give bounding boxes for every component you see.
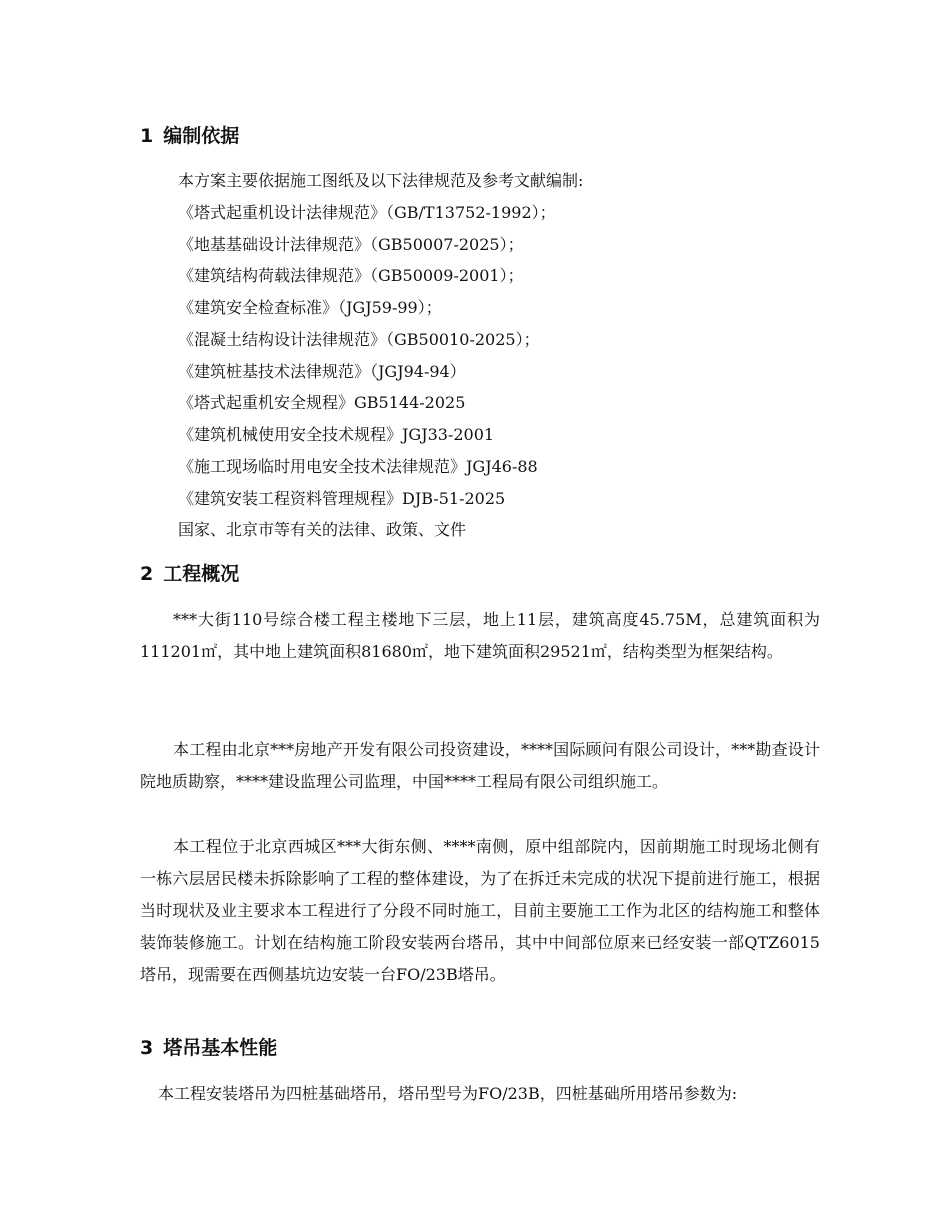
- section-heading-1: [140, 124, 239, 148]
- body-paragraph: 本工程位于北京西城区***大街东侧、****南侧，原中组部院内，因前期施工时现场北侧有一栋六层居民楼未拆除影响了工程的整体建设，为了在拆迁未完成的状况下提前进行施工，根据当时现状及业主要求本工程进行了分段不同时施工，目前主要施工工作为北区的结构施工和整体装饰装修施工。计划在结构施工阶段安装两台塔吊，其中中间部位原来已经安装一部QTZ6015塔吊，现需要在西侧基坑边安装一台FO/23B塔吊。: [140, 837, 820, 984]
- reference-item: 《建筑机械使用安全技术规程》JGJ33-2001: [178, 425, 495, 444]
- reference-item: 《施工现场临时用电安全技术法律规范》JGJ46-88: [178, 457, 538, 476]
- reference-item: 《建筑结构荷载法律规范》（GB50009-2001）；: [178, 266, 524, 285]
- body-paragraph: ***大街110号综合楼工程主楼地下三层，地上11层，建筑高度45.75M，总建筑面积为111201㎡，其中地上建筑面积81680㎡，地下建筑面积29521㎡，结构类型为框架结构。: [140, 610, 820, 661]
- section-title: 塔吊基本性能: [163, 1037, 278, 1059]
- section-title: 编制依据: [163, 125, 240, 147]
- reference-item: 《建筑安全检查标准》（JGJ59-99）；: [178, 298, 442, 317]
- reference-item: 国家、北京市等有关的法律、政策、文件: [178, 520, 467, 539]
- section-number: 2: [140, 563, 154, 585]
- reference-item: 《混凝土结构设计法律规范》（GB50010-2025）；: [178, 330, 540, 349]
- reference-item: 《地基基础设计法律规范》（GB50007-2025）；: [178, 235, 524, 254]
- section-intro: 本方案主要依据施工图纸及以下法律规范及参考文献编制:: [178, 171, 584, 190]
- reference-item: 《建筑安装工程资料管理规程》DJB-51-2025: [178, 489, 506, 508]
- section-number: 1: [140, 125, 154, 147]
- reference-item: 《建筑桩基技术法律规范》（JGJ94-94）: [178, 362, 466, 381]
- section-title: 工程概况: [163, 563, 240, 585]
- section-heading-3: [140, 1036, 277, 1060]
- section-heading-2: [140, 562, 239, 586]
- body-paragraph: 本工程安装塔吊为四桩基础塔吊，塔吊型号为FO/23B，四桩基础所用塔吊参数为:: [158, 1084, 738, 1103]
- body-paragraph: 本工程由北京***房地产开发有限公司投资建设，****国际顾问有限公司设计，***勘查设计院地质勘察，****建设监理公司监理，中国****工程局有限公司组织施工。: [140, 740, 820, 791]
- reference-item: 《塔式起重机安全规程》GB5144-2025: [178, 393, 466, 412]
- reference-item: 《塔式起重机设计法律规范》（GB/T13752-1992）；: [178, 203, 556, 222]
- section-number: 3: [140, 1037, 154, 1059]
